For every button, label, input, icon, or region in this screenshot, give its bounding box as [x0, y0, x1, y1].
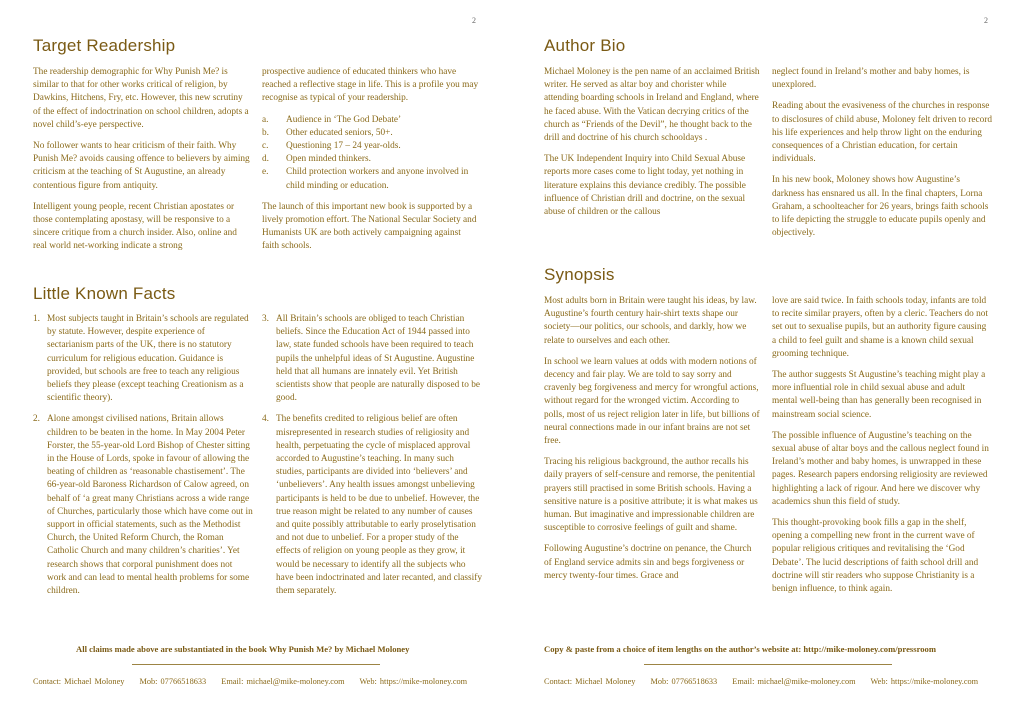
- list-text: The benefits credited to religious belief are often misrepresented in research studies of religiosity and health, perpetuating the cycle of misplaced approval accorded to Augustine’s teaching. In many such studies, participants are divided into ‘believers’ and ‘unbelievers’. Any health issues amongst unbelieving participants is held to be due to unbelief. However, the true reason might be related to any number of causes and quite possibly attributable to early proselytisation and not due to unbelief. For a proper study of the effects of religion on young people as they grow, it would be necessary to identify all the subjects who have been indoctrinated and later recanted, and classify them separately.: [276, 414, 482, 597]
- list-text: Audience in ‘The God Debate’: [286, 114, 402, 125]
- paragraph: This thought-provoking book fills a gap in the shelf, opening a compelling new front in the current wave of popular religious critiques and revitalising the ‘God Debate’. The lucid descriptions of faith school drill and doctrine will stir readers who suppose Christianity is a benign influence, to think again.: [772, 518, 979, 595]
- list-text: Open minded thinkers.: [286, 154, 371, 165]
- list-text: Child protection workers and anyone involved in child minding or education.: [286, 167, 469, 191]
- paragraph: Tracing his religious background, the author recalls his daily prayers of self-censure and remorse, the penitential prayers still practised in some British schools. Having a sensitive nature is a positive attribute; it is what makes us human. But imaginative and impressionable children are susceptible to corrosive feelings of guilt and shame.: [544, 457, 758, 534]
- paragraph: Michael Moloney is the pen name of an acclaimed British writer. He served as altar boy and chorister while attending boarding schools in Ireland and England, where he faced abuse. With the Vatican decrying critics of the church as “Friends of the Devil”, he thought back to the drill and doctrine of his church schooldays .: [544, 67, 760, 144]
- list-text: Alone amongst civilised nations, Britain allows children to be beaten in the home. In May 2004 Peter Forster, the 55-year-old Lord Bishop of Chester sitting in the House of Lords, spoke in favour of allowing the beating of children as ‘reasonable chastisement’. The 66-year-old Baroness Richardson of Calow agreed, on behalf of ‘a great many Christians across a wide range of Churches, particularly those which have come out in support in official statements, such as the Methodist Church, the United Reform Church, the Roman Catholic Church and many children’s charities’. Yet research shows that corporal punishment does not work and can lead to mental health problems for some children.: [47, 414, 253, 597]
- list-item: [33, 313, 253, 405]
- author-bio-col-2: [772, 66, 992, 240]
- list-text: All Britain’s schools are obliged to teach Christian beliefs. Since the Education Act of 1944 passed into law, state funded schools have been required to teach pupils the unhelpful ideas of St Augustine. Augustine held that all humans are innately evil. Yet British scientists show that people are naturally disposed to be good.: [276, 314, 480, 404]
- contact-mobile: Mob: 07766518633: [650, 677, 718, 686]
- paragraph: neglect found in Ireland’s mother and baby homes, is unexplored.: [772, 67, 970, 91]
- list-text: Questioning 17 – 24 year-olds.: [286, 141, 401, 152]
- paragraph: The possible influence of Augustine’s teaching on the sexual abuse of altar boys and the callous neglect found in Ireland’s mother and baby homes, is unwrapped in these pages. Research papers endorsing religiosity are reviewed highlighting a lack of rigour. And here we discover why academics shun this field of study.: [772, 430, 989, 507]
- contact-email[interactable]: Email: michael@mike-moloney.com: [732, 677, 856, 686]
- page-number-left: 2: [472, 16, 476, 25]
- facts-col-1: [33, 313, 253, 606]
- audience-list: [262, 114, 480, 193]
- list-marker: d.: [262, 154, 269, 165]
- contact-name: Contact: Michael Moloney: [544, 677, 636, 686]
- facts-list-1: [33, 313, 253, 598]
- list-marker: b.: [262, 127, 269, 138]
- contact-line-right: [544, 677, 990, 686]
- list-marker: 1.: [33, 314, 40, 324]
- paragraph: Most adults born in Britain were taught his ideas, by law. Augustine’s fourth century hair-shirt texts shape our society—our politics, our schools, and darkly, how we relate to ourselves and each other.: [544, 296, 757, 346]
- author-bio-heading: Author Bio: [544, 36, 626, 55]
- list-marker: 4.: [262, 414, 269, 425]
- paragraph: The UK Independent Inquiry into Child Sexual Abuse reports more cases come to light today, yet nothing in literature explains this deviance credibly. The possible influence of Christian drill and doctrine, on the sexual abuse of children or the callous: [544, 154, 746, 218]
- paragraph: The launch of this important new book is supported by a lively promotion effort. The National Secular Society and Humanists UK are both actively campaigning against faith schools.: [262, 201, 477, 252]
- target-readership-col-2: [262, 66, 480, 254]
- facts-list-2: [262, 313, 482, 598]
- list-marker: c.: [262, 141, 269, 152]
- footer-rule-right: [644, 664, 892, 665]
- list-item: [33, 413, 253, 598]
- paragraph: Intelligent young people, recent Christian apostates or those contemplating apostasy, will be responsive to a sincere critique from a church insider. Also, online and real world net-working indicate a strong: [33, 201, 237, 252]
- author-bio-col-1: [544, 66, 760, 219]
- paragraph: In his new book, Moloney shows how Augustine’s darkness has ensnared us all. In the final chapters, Lorna Graham, a schoolteacher for 26 years, brings faith schools to life depicting the struggle to educate pupils openly and objectively.: [772, 175, 989, 239]
- little-known-facts-heading: Little Known Facts: [33, 284, 176, 303]
- list-item: [262, 413, 482, 598]
- paragraph: In school we learn values at odds with modern notions of decency and fair play. We are told to say sorry and cravenly beg forgiveness and mercy for wrongful actions, without regard for the wronged victim. According to polls, most of us reject religion later in life, but billions of neural connections made in our infant brains are not set free.: [544, 356, 760, 447]
- paragraph: No follower wants to hear criticism of their faith. Why Punish Me? avoids causing offence to believers by aiming criticism at the teaching of St Augustine, an already contentious figure from antiquity.: [33, 141, 250, 191]
- right-footer-note[interactable]: Copy & paste from a choice of item lengths on the author’s website at: http://mike-moloney.com/pressroom: [544, 644, 937, 654]
- list-item: [262, 153, 480, 166]
- paragraph: The readership demographic for Why Punish Me? is similar to that for other works critical of religion, by Dawkins, Hitchens, Fry, etc. However, this new scrutiny of the effect of indoctrination on school children, adopts a novel child’s-eye perspective.: [33, 67, 249, 130]
- list-marker: 3.: [262, 314, 269, 324]
- contact-web[interactable]: Web: https://mike-moloney.com: [359, 677, 468, 686]
- list-marker: e.: [262, 167, 269, 178]
- list-item: [262, 127, 480, 140]
- facts-col-2: [262, 313, 482, 606]
- left-footer-note: All claims made above are substantiated in the book Why Punish Me? by Michael Moloney: [76, 644, 410, 654]
- list-marker: 2.: [33, 414, 40, 425]
- contact-mobile: Mob: 07766518633: [139, 677, 207, 686]
- synopsis-col-2: [772, 295, 992, 596]
- page-number-right: 2: [984, 16, 988, 25]
- list-text: Other educated seniors, 50+.: [286, 127, 393, 138]
- paragraph: Reading about the evasiveness of the churches in response to disclosures of child abuse, Moloney felt driven to record his life experiences and help throw light on the enduring consequences of a Christian education, for certain individuals.: [772, 101, 992, 165]
- list-item: [262, 140, 480, 153]
- contact-line-left: [33, 677, 479, 686]
- list-item: [262, 114, 480, 127]
- contact-web[interactable]: Web: https://mike-moloney.com: [870, 677, 979, 686]
- contact-name: Contact: Michael Moloney: [33, 677, 125, 686]
- paragraph: prospective audience of educated thinkers who have reached a reflective stage in life. This is a profile you may recognise as typical of your readership.: [262, 67, 479, 104]
- list-marker: a.: [262, 114, 269, 125]
- synopsis-heading: Synopsis: [544, 265, 615, 284]
- list-item: [262, 166, 480, 192]
- list-item: [262, 313, 482, 405]
- paragraph: love are said twice. In faith schools today, infants are told to recite similar prayers, often by a cleric. Teachers do not set out to sexualise pupils, but an authority figure causing a child to feel guilt and shame is a known child sexual grooming technique.: [772, 296, 989, 359]
- footer-rule-left: [132, 664, 380, 665]
- synopsis-col-1: [544, 295, 760, 583]
- paragraph: The author suggests St Augustine’s teaching might play a more influential role in child sexual abuse and adult mental well-being than has generally been recognised in mainstream social science.: [772, 370, 986, 420]
- list-text: Most subjects taught in Britain’s schools are regulated by statute. However, despite experience of sectarianism parts of the UK, there is no statutory curriculum for religious education. Guidance is provided, but schools are free to teach any religious beliefs they please (except teaching Creationism as a scientific theory).: [47, 314, 249, 404]
- paragraph: Following Augustine’s doctrine on penance, the Church of England service admits sin and begs forgiveness or mercy twenty-four times. Grace and: [544, 544, 752, 581]
- contact-email[interactable]: Email: michael@mike-moloney.com: [221, 677, 345, 686]
- target-readership-heading: Target Readership: [33, 36, 176, 55]
- right-page: [512, 0, 1024, 724]
- target-readership-col-1: [33, 66, 251, 254]
